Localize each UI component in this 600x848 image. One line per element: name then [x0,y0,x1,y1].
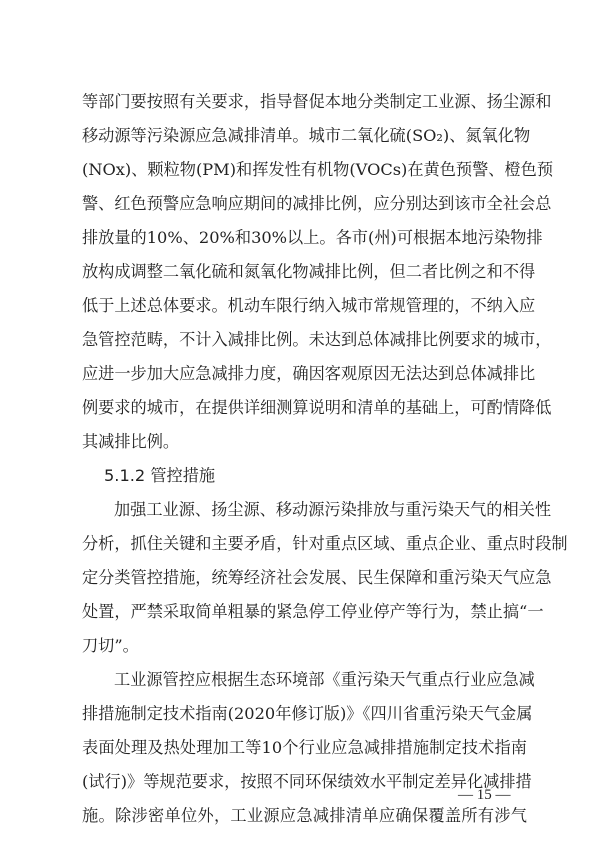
text-line: 低于上述总体要求。机动车限行纳入城市常规管理的，不纳入应 [82,296,536,315]
text-line: 警、红色预警应急响应期间的减排比例，应分别达到该市全社会总 [82,194,552,213]
text-line: 其减排比例。 [82,432,180,451]
text-line: 移动源等污染源应急减排清单。城市二氧化硫(SO₂)、氮氧化物 [82,126,531,145]
text-line: 分析，抓住关键和主要矛盾，针对重点区域、重点企业、重点时段制 [82,534,568,553]
text-line: 等部门要按照有关要求，指导督促本地分类制定工业源、扬尘源和 [82,92,552,111]
text-line: 加强工业源、扬尘源、移动源污染排放与重污染天气的相关性 [114,500,552,519]
text-line: 急管控范畴，不计入减排比例。未达到总体减排比例要求的城市， [82,330,552,349]
page-number: — 15 — [458,787,511,803]
text-line: 表面处理及热处理加工等10个行业应急减排措施制定技术指南 [82,738,527,757]
text-line: 排放量的10%、20%和30%以上。各市(州)可根据本地污染物排 [82,228,543,247]
text-line: 例要求的城市，在提供详细测算说明和清单的基础上，可酌情降低 [82,398,552,417]
text-line: 处置，严禁采取简单粗暴的紧急停工停业停产等行为，禁止搞“一 [82,602,544,621]
text-line: 刀切”。 [82,636,139,655]
text-line: 应进一步加大应急减排力度，确因客观原因无法达到总体减排比 [82,364,536,383]
text-line: 工业源管控应根据生态环境部《重污染天气重点行业应急减 [114,670,535,689]
text-line: (NOx)、颗粒物(PM)和挥发性有机物(VOCs)在黄色预警、橙色预 [82,160,554,179]
text-line: 定分类管控措施，统筹经济社会发展、民生保障和重污染天气应急 [82,568,552,587]
text-line: 排措施制定技术指南(2020年修订版)》《四川省重污染天气金属 [82,704,533,723]
section-heading: 5.1.2 管控措施 [104,466,216,485]
text-line: 施。除涉密单位外，工业源应急减排清单应确保覆盖所有涉气 [82,806,527,825]
text-line: 放构成调整二氧化硫和氮氧化物减排比例，但二者比例之和不得 [82,262,536,281]
text-line: (试行)》等规范要求，按照不同环保绩效水平制定差异化减排措 [82,772,532,791]
